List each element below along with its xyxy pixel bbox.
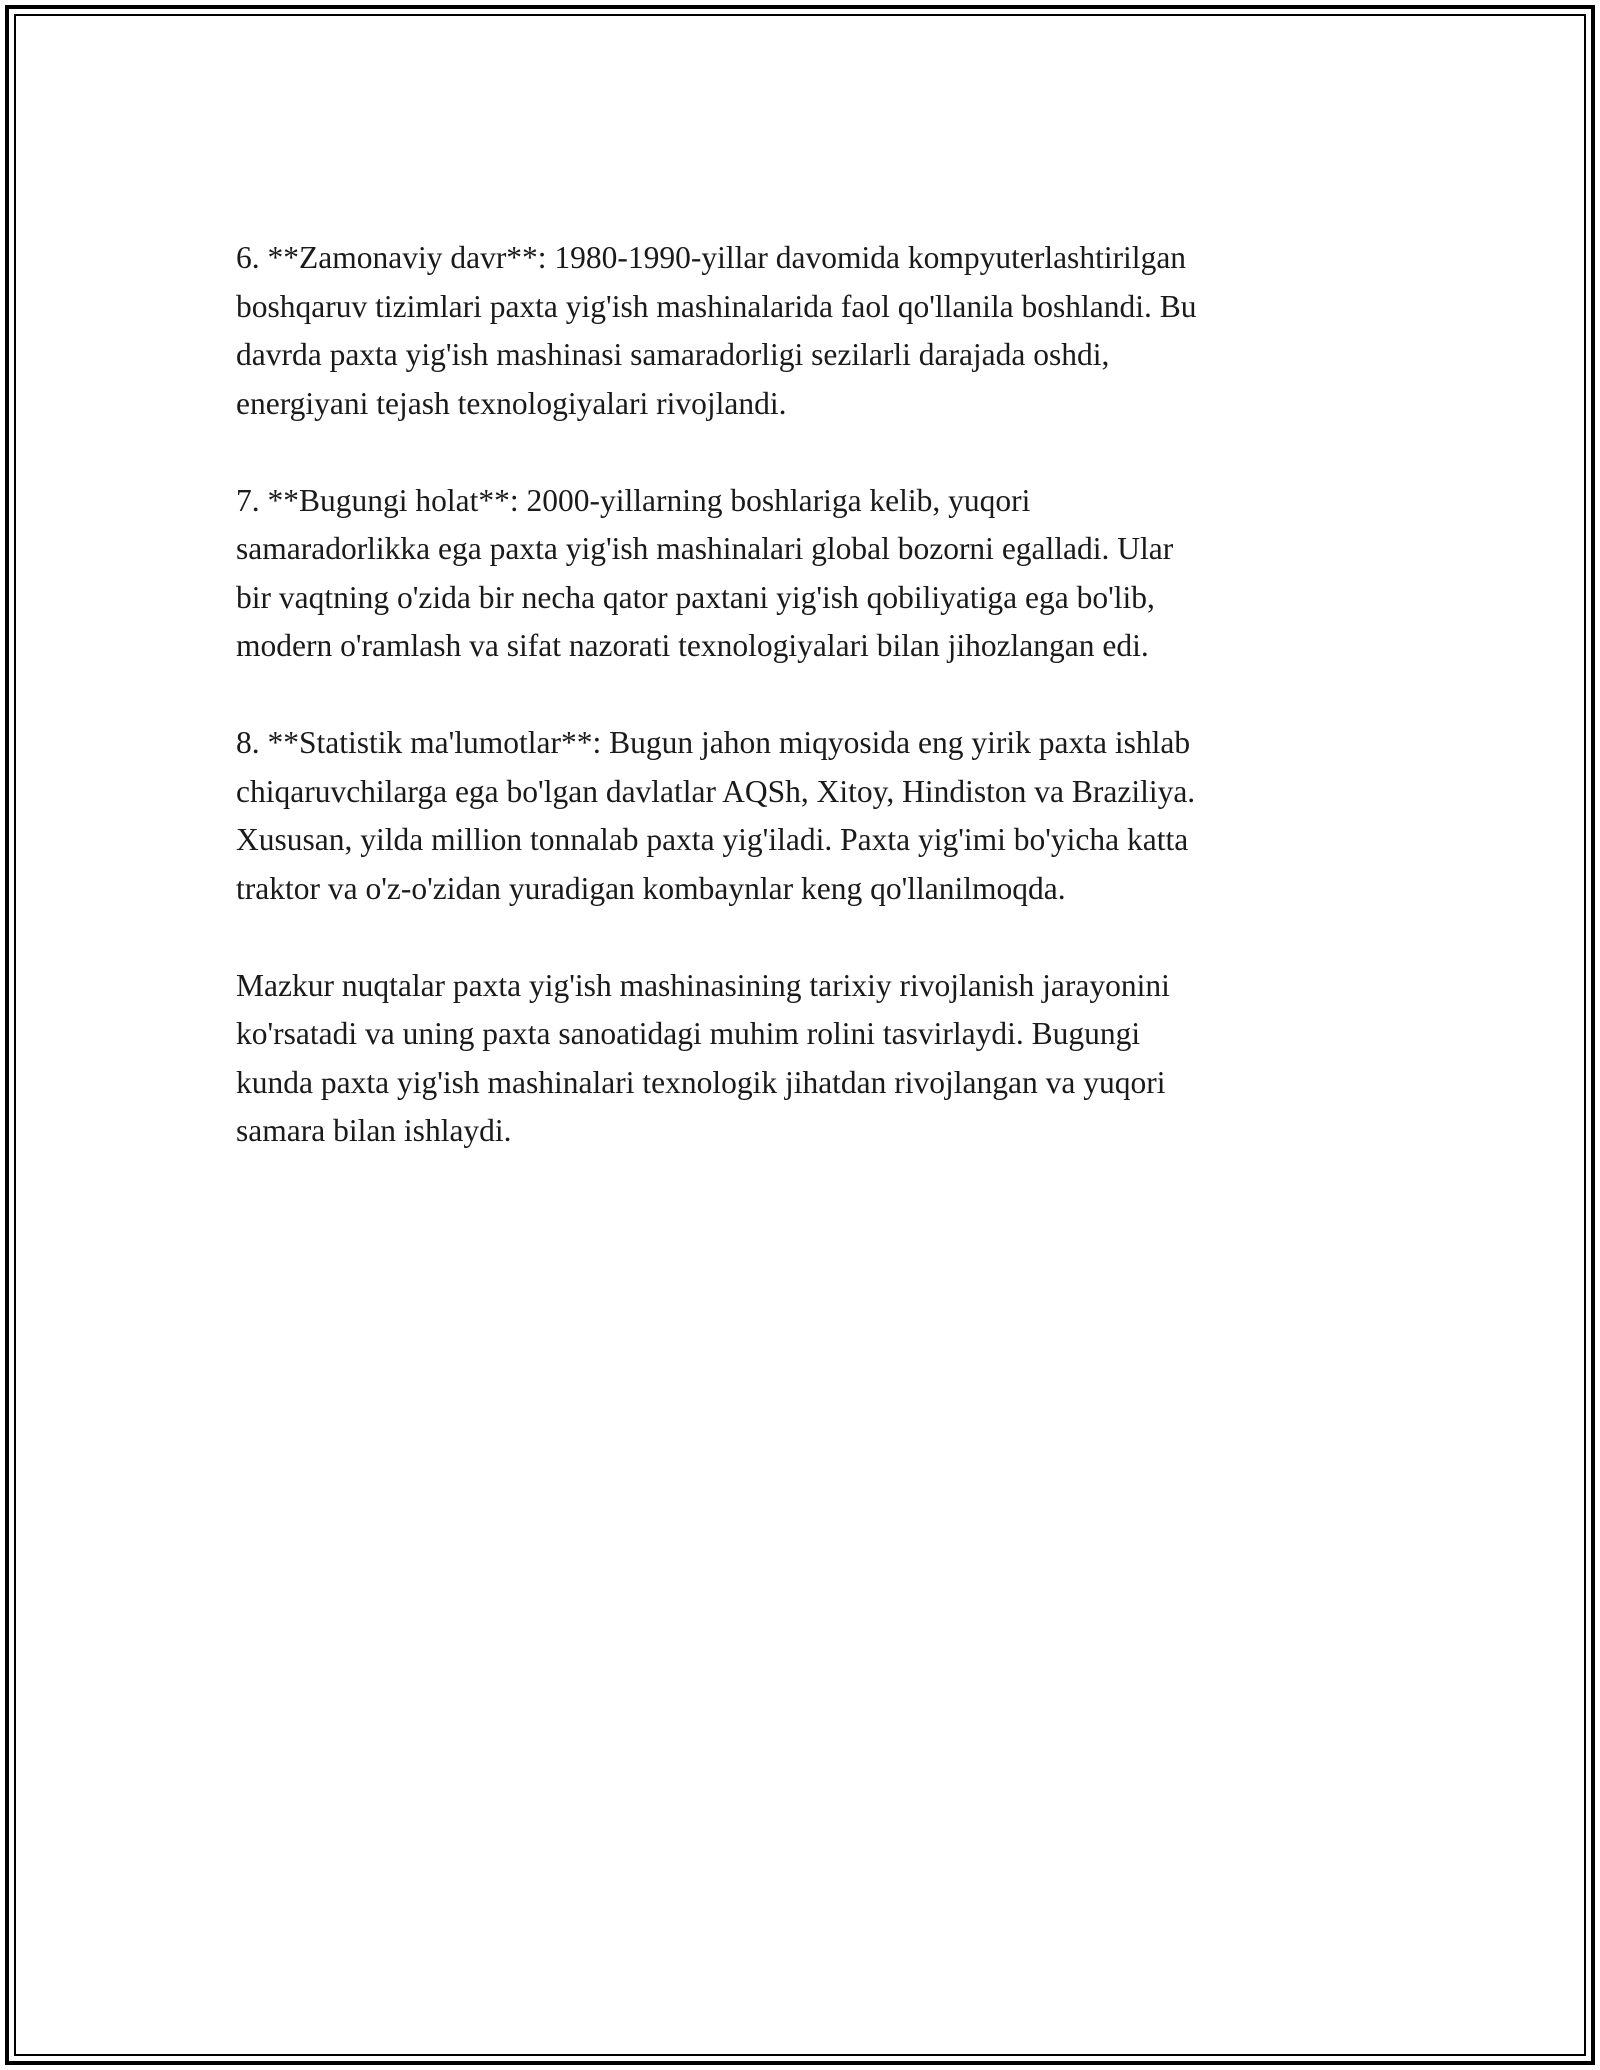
- document-body: [236, 234, 1386, 1204]
- paragraph-modern-era: 6. **Zamonaviy davr**: 1980-1990-yillar davomida kompyuterlashtirilgan boshqaruv tizimlari paxta yig'ish mashinalarida faol qo'llanila boshlandi. Bu davrda paxta yig'ish mashinasi samaradorligi sezilarli darajada oshdi, energiyani tejash texnologiyalari rivojlandi.: [236, 240, 1197, 421]
- paragraph-conclusion: Mazkur nuqtalar paxta yig'ish mashinasining tarixiy rivojlanish jarayonini ko'rsatadi va uning paxta sanoatidagi muhim rolini tasvirlaydi. Bugungi kunda paxta yig'ish mashinalari texnologik jihatdan rivojlangan va yuqori samara bilan ishlaydi.: [236, 967, 1170, 1148]
- paragraph-current-state: 7. **Bugungi holat**: 2000-yillarning boshlariga kelib, yuqori samaradorlikka ega paxta yig'ish mashinalari global bozorni egalladi. Ular bir vaqtning o'zida bir necha qator paxtani yig'ish qobiliyatiga ega bo'lib, modern o'ramlash va sifat nazorati texnologiyalari bilan jihozlangan edi.: [236, 482, 1174, 663]
- paragraph-statistics: 8. **Statistik ma'lumotlar**: Bugun jahon miqyosida eng yirik paxta ishlab chiqaruvchilarga ega bo'lgan davlatlar AQSh, Xitoy, Hindiston va Braziliya. Xususan, yilda million tonnalab paxta yig'iladi. Paxta yig'imi bo'yicha katta traktor va o'z-o'zidan yuradigan kombaynlar keng qo'llanilmoqda.: [236, 725, 1196, 906]
